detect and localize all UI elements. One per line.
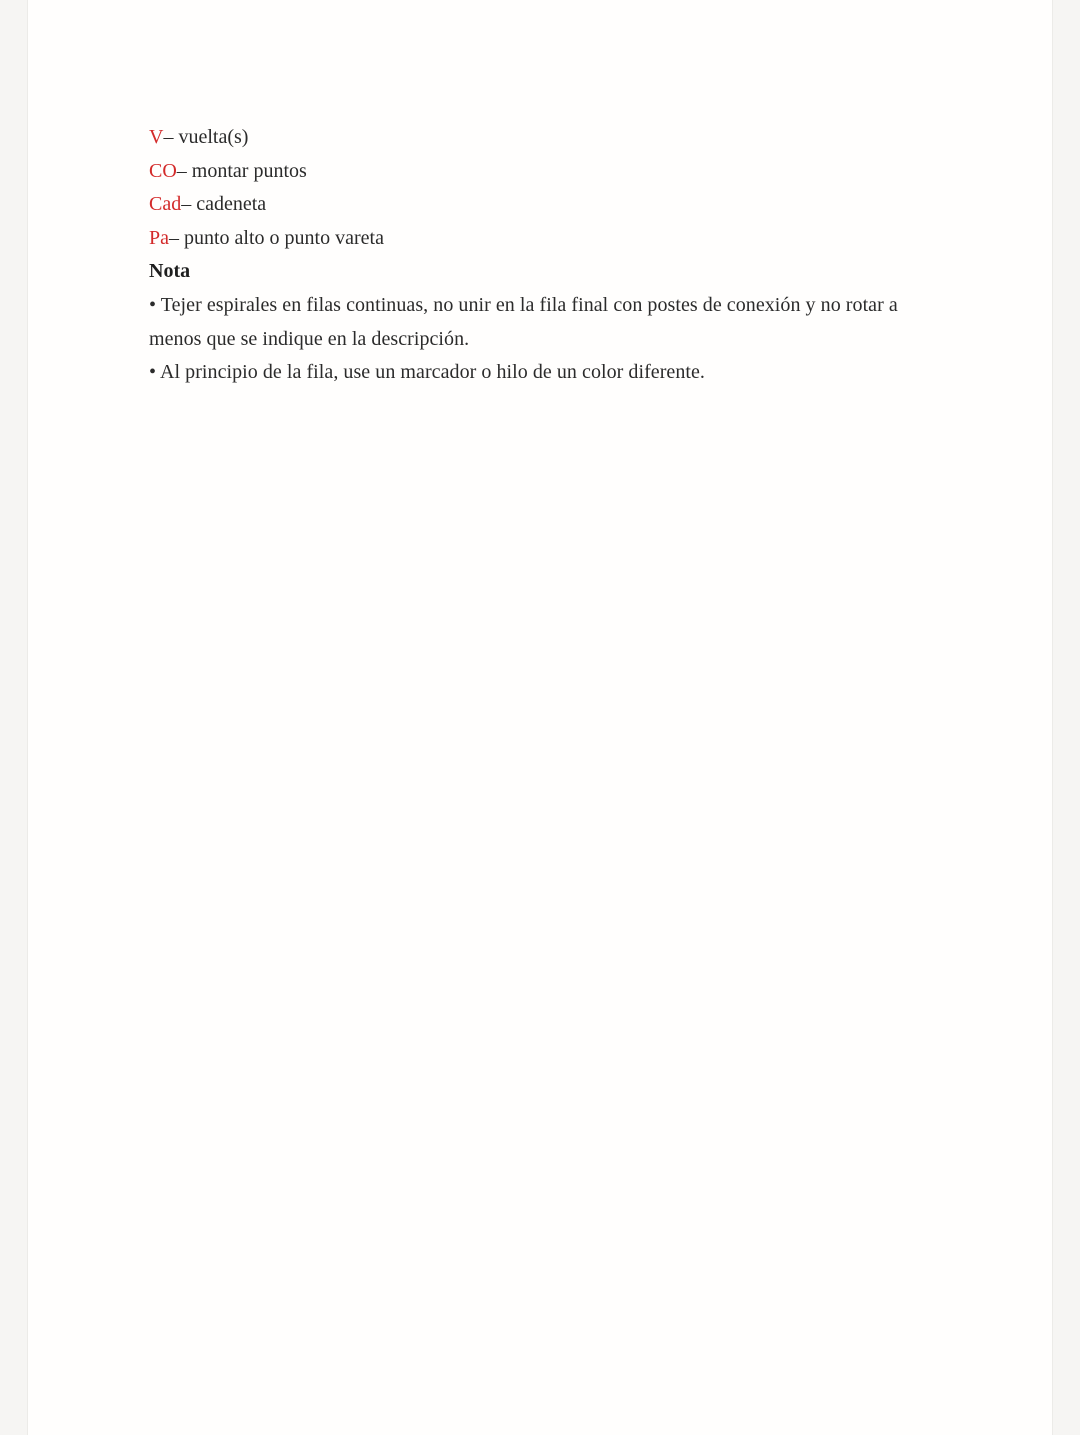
glossary-definition: – vuelta(s): [163, 126, 249, 148]
glossary-abbr: Pa: [149, 226, 169, 249]
glossary-item-co: [149, 155, 949, 189]
glossary-abbr: V: [149, 126, 164, 148]
glossary-definition: – punto alto o punto vareta: [169, 226, 384, 249]
glossary-definition: – montar puntos: [176, 159, 307, 182]
note-heading: Nota: [149, 260, 191, 283]
glossary-item-pa: [149, 222, 949, 256]
glossary-item-v: [149, 121, 949, 155]
note-bullet-1: • Tejer espirales en filas continuas, no unir en la fila final con postes de conexión y no rotar a menos que se indique en la descripción.: [149, 293, 898, 350]
glossary-definition: – cadeneta: [181, 193, 267, 216]
glossary-abbr: CO: [149, 159, 177, 182]
glossary-abbr: Cad: [149, 193, 182, 216]
note-bullet-2: • Al principio de la fila, use un marcador o hilo de un color diferente.: [149, 361, 705, 384]
glossary-item-cad: [149, 188, 949, 222]
document-page: [27, 0, 1053, 1435]
page-content: [149, 121, 949, 390]
